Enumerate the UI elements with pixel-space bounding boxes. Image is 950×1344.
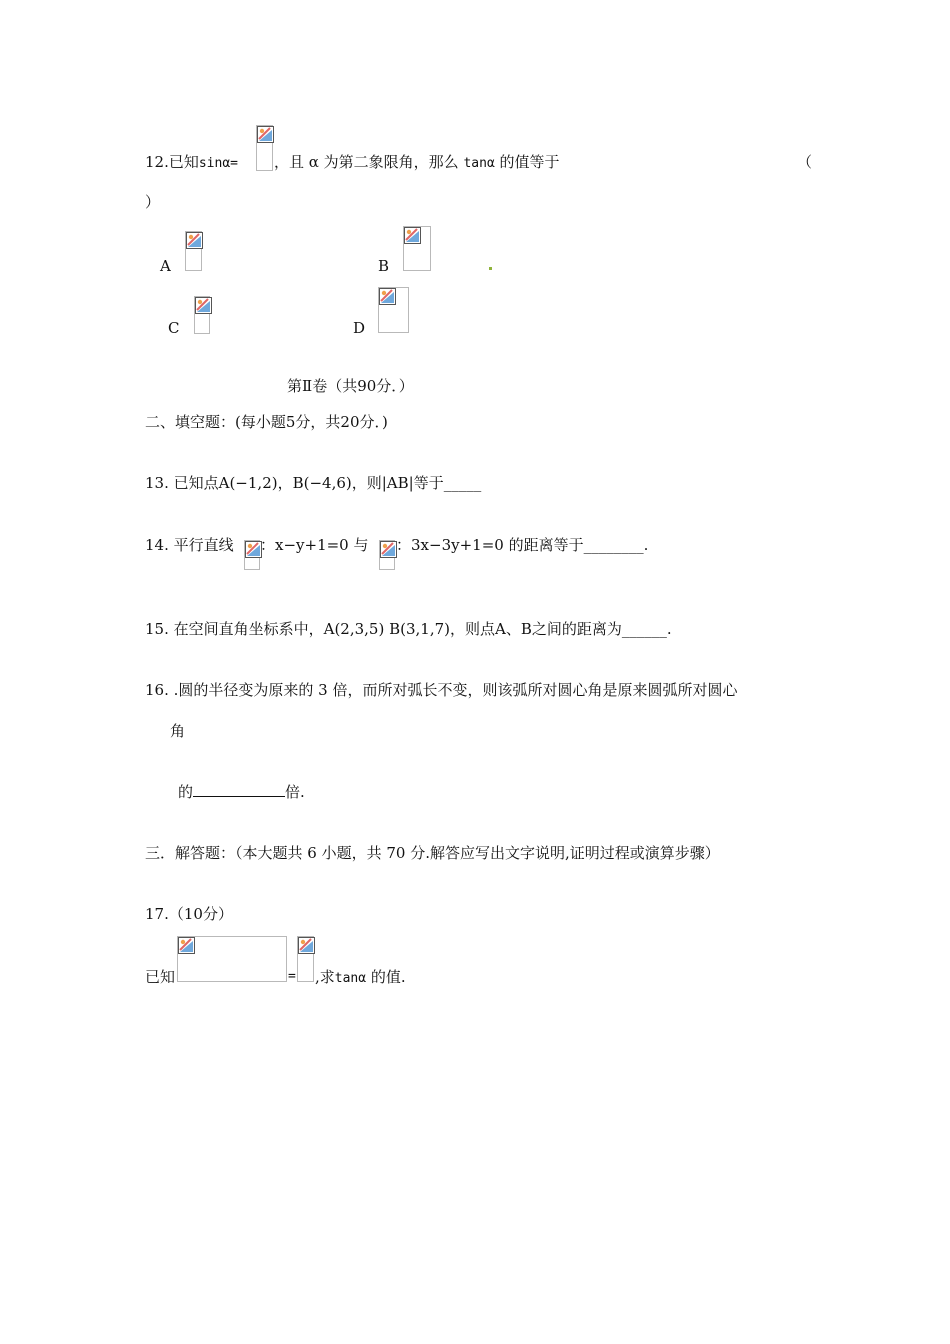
q12-paren-open: （ [797, 153, 813, 171]
q17-fraction-image [177, 936, 287, 982]
q17-text-c: 的值. [370, 968, 406, 986]
q13-text: 13. 已知点A(−1,2)，B(−4,6)，则|AB|等于_____ [145, 474, 482, 492]
option-c-label: C [168, 319, 180, 337]
broken-image-icon [257, 126, 274, 143]
q12-sin: sin [198, 156, 223, 171]
option-d-image [378, 287, 409, 333]
q17-text-b: ,求 [315, 968, 335, 986]
broken-image-icon [186, 232, 203, 249]
q12-tan: tan [463, 156, 487, 171]
q17-alpha: α [358, 971, 367, 986]
q12-rest [274, 152, 560, 174]
q17-text-a: 已知 [145, 968, 176, 986]
q17-rest [315, 967, 406, 989]
q15-text: 15. 在空间直角坐标系中，A(2,3,5) B(3,1,7)，则点A、B之间的距离为______. [145, 620, 672, 638]
q14-image-l1 [244, 540, 260, 570]
option-b-label: B [378, 257, 390, 275]
q17-eq: = [288, 969, 296, 984]
q12-alpha-2: α [486, 156, 495, 171]
broken-image-icon [178, 937, 195, 954]
option-b-image [403, 226, 431, 271]
q16-line3-b: 倍. [285, 783, 305, 801]
option-a-image [185, 231, 202, 271]
broken-image-icon [379, 288, 396, 305]
stray-dot [489, 267, 492, 270]
q12-line [145, 152, 238, 174]
broken-image-icon [380, 541, 397, 558]
q14-text-c: ：3x−3y+1=0 的距离等于________. [396, 536, 649, 554]
q16-line3 [178, 782, 305, 802]
q16-line3-a: 的 [178, 783, 194, 801]
q17-tan: tan [334, 971, 359, 986]
q16-line2: 角 [170, 722, 186, 740]
option-a-label: A [160, 257, 171, 275]
q12-tail: 的值等于 [499, 153, 560, 171]
q16-answer-blank [193, 782, 285, 797]
q12-prefix: 12.已知 [145, 153, 199, 171]
q14-text-b: ：x−y+1=0 与 [260, 536, 369, 554]
q12-alpha: α [222, 156, 231, 171]
option-d-label: D [353, 319, 366, 337]
q14-image-l2 [379, 540, 395, 570]
q17-head: 17.（10分） [145, 905, 233, 923]
q14-text-a: 14. 平行直线 [145, 536, 234, 554]
part2-title: 第Ⅱ卷（共90分．） [287, 377, 414, 395]
fill-in-section-heading: 二、填空题：(每小题5分，共20分．) [145, 413, 388, 431]
solution-section-heading: 三．解答题：（本大题共 6 小题，共 70 分.解答应写出文字说明,证明过程或演算步骤） [145, 844, 720, 862]
q17-value-image [297, 936, 314, 982]
broken-image-icon [404, 227, 421, 244]
q12-image [256, 125, 273, 171]
q12-mid: ，且 α 为第二象限角，那么 [274, 153, 459, 171]
broken-image-icon [195, 297, 212, 314]
q12-eq: = [230, 156, 238, 171]
broken-image-icon [298, 937, 315, 954]
q16-line1: 16. .圆的半径变为原来的 3 倍，而所对弧长不变，则该弧所对圆心角是原来圆弧所对圆心 [145, 681, 738, 699]
option-c-image [194, 296, 210, 334]
q12-paren-close: ） [145, 193, 161, 211]
